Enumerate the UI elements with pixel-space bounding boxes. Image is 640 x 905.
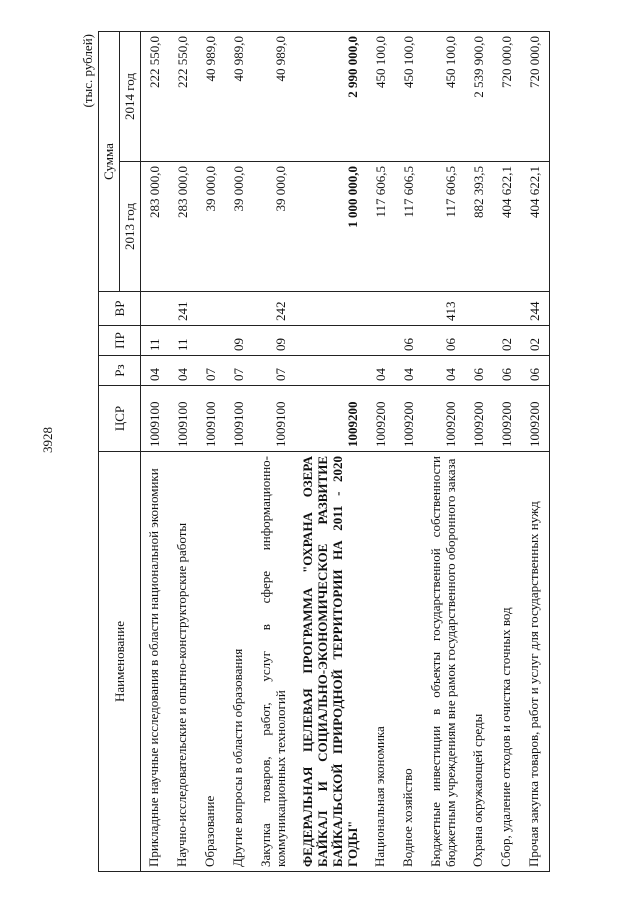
row-csr: 1009100 xyxy=(141,386,170,452)
row-amount-2013: 283 000,0 xyxy=(169,162,197,292)
row-vr xyxy=(395,292,423,326)
row-csr: 1009200 xyxy=(395,386,423,452)
row-pr: 09 xyxy=(253,326,295,356)
row-rz: 06 xyxy=(521,356,550,386)
row-pr: 11 xyxy=(169,326,197,356)
row-pr xyxy=(197,326,225,356)
header-csr: ЦСР xyxy=(99,386,141,452)
row-amount-2014: 450 100,0 xyxy=(423,32,465,162)
row-pr: 06 xyxy=(395,326,423,356)
row-name: Сбор, удаление отходов и очистка сточных вод xyxy=(493,452,521,872)
row-csr: 1009100 xyxy=(197,386,225,452)
row-amount-2013: 39 000,0 xyxy=(197,162,225,292)
row-name: Охрана окружающей среды xyxy=(465,452,493,872)
row-vr xyxy=(465,292,493,326)
row-csr: 1009100 xyxy=(225,386,253,452)
table-row xyxy=(465,32,493,872)
row-pr: 02 xyxy=(493,326,521,356)
row-name: Прочая закупка товаров, работ и услуг для государственных нужд xyxy=(521,452,550,872)
header-rz: Рз xyxy=(99,356,141,386)
row-rz: 06 xyxy=(465,356,493,386)
row-amount-2014: 450 100,0 xyxy=(367,32,395,162)
row-amount-2013: 404 622,1 xyxy=(493,162,521,292)
row-amount-2013: 404 622,1 xyxy=(521,162,550,292)
row-amount-2014: 222 550,0 xyxy=(141,32,170,162)
header-sum: Сумма xyxy=(99,32,120,292)
table-row xyxy=(295,32,367,872)
table-row xyxy=(395,32,423,872)
row-pr: 09 xyxy=(225,326,253,356)
row-csr: 1009100 xyxy=(253,386,295,452)
row-pr: 06 xyxy=(423,326,465,356)
row-amount-2013: 39 000,0 xyxy=(253,162,295,292)
row-amount-2014: 40 989,0 xyxy=(253,32,295,162)
row-vr: 244 xyxy=(521,292,550,326)
row-name: Бюджетные инвестиции в объекты государственной собственности бюджетным учреждениям вне рамок государственного оборонного заказа xyxy=(423,452,465,872)
row-vr xyxy=(367,292,395,326)
row-csr: 1009200 xyxy=(465,386,493,452)
header-pr: ПР xyxy=(99,326,141,356)
row-amount-2014: 720 000,0 xyxy=(521,32,550,162)
row-pr: 02 xyxy=(521,326,550,356)
row-rz: 07 xyxy=(197,356,225,386)
row-rz: 06 xyxy=(493,356,521,386)
row-vr xyxy=(141,292,170,326)
page-number: 3928 xyxy=(40,427,55,453)
table-row xyxy=(141,32,170,872)
row-rz: 04 xyxy=(395,356,423,386)
row-csr: 1009200 xyxy=(493,386,521,452)
row-vr xyxy=(295,292,367,326)
row-pr xyxy=(295,326,367,356)
row-amount-2013: 117 606,5 xyxy=(367,162,395,292)
row-rz: 04 xyxy=(423,356,465,386)
row-amount-2013: 283 000,0 xyxy=(141,162,170,292)
header-vr: ВР xyxy=(99,292,141,326)
row-name: ФЕДЕРАЛЬНАЯ ЦЕЛЕВАЯ ПРОГРАММА "ОХРАНА ОЗЕРА БАЙКАЛ И СОЦИАЛЬНО-ЭКОНОМИЧЕСКОЕ РАЗВИТИЕ БАЙКАЛЬСКОЙ ПРИРОДНОЙ ТЕРРИТОРИИ НА 2011 - 2020 ГОДЫ" xyxy=(295,452,367,872)
units-note: (тыс. рублей) xyxy=(80,34,95,108)
table-row xyxy=(521,32,550,872)
row-vr xyxy=(197,292,225,326)
table-body xyxy=(141,32,550,872)
row-amount-2013: 117 606,5 xyxy=(395,162,423,292)
rotated-document-page xyxy=(80,32,610,872)
row-amount-2013: 1 000 000,0 xyxy=(295,162,367,292)
row-name: Другие вопросы в области образования xyxy=(225,452,253,872)
row-rz: 04 xyxy=(141,356,170,386)
row-rz: 07 xyxy=(253,356,295,386)
row-amount-2013: 882 393,5 xyxy=(465,162,493,292)
row-csr: 1009200 xyxy=(521,386,550,452)
row-vr xyxy=(493,292,521,326)
row-amount-2014: 40 989,0 xyxy=(225,32,253,162)
row-name: Образование xyxy=(197,452,225,872)
row-name: Закупка товаров, работ, услуг в сфере информационно-коммуникационных технологий xyxy=(253,452,295,872)
row-csr: 1009200 xyxy=(367,386,395,452)
row-csr: 1009100 xyxy=(169,386,197,452)
row-pr xyxy=(367,326,395,356)
row-rz: 07 xyxy=(225,356,253,386)
row-vr: 242 xyxy=(253,292,295,326)
header-name: Наименование xyxy=(99,452,141,872)
row-vr xyxy=(225,292,253,326)
row-name: Национальная экономика xyxy=(367,452,395,872)
row-amount-2014: 450 100,0 xyxy=(395,32,423,162)
row-vr: 241 xyxy=(169,292,197,326)
row-csr: 1009200 xyxy=(423,386,465,452)
row-rz: 04 xyxy=(169,356,197,386)
table-row xyxy=(225,32,253,872)
table-row xyxy=(493,32,521,872)
table-row xyxy=(169,32,197,872)
table-row xyxy=(253,32,295,872)
row-name: Водное хозяйство xyxy=(395,452,423,872)
table-row xyxy=(197,32,225,872)
row-vr: 413 xyxy=(423,292,465,326)
row-amount-2013: 39 000,0 xyxy=(225,162,253,292)
row-amount-2014: 222 550,0 xyxy=(169,32,197,162)
row-csr: 1009200 xyxy=(295,386,367,452)
row-amount-2014: 2 990 000,0 xyxy=(295,32,367,162)
row-amount-2014: 2 539 900,0 xyxy=(465,32,493,162)
row-amount-2014: 720 000,0 xyxy=(493,32,521,162)
header-2014: 2014 год xyxy=(120,32,141,162)
row-amount-2013: 117 606,5 xyxy=(423,162,465,292)
header-2013: 2013 год xyxy=(120,162,141,292)
row-pr: 11 xyxy=(141,326,170,356)
row-rz: 04 xyxy=(367,356,395,386)
row-name: Прикладные научные исследования в области национальной экономики xyxy=(141,452,170,872)
table-row xyxy=(423,32,465,872)
table-row xyxy=(367,32,395,872)
row-rz xyxy=(295,356,367,386)
budget-table xyxy=(98,31,550,872)
row-name: Научно-исследовательские и опытно-конструкторские работы xyxy=(169,452,197,872)
row-pr xyxy=(465,326,493,356)
row-amount-2014: 40 989,0 xyxy=(197,32,225,162)
